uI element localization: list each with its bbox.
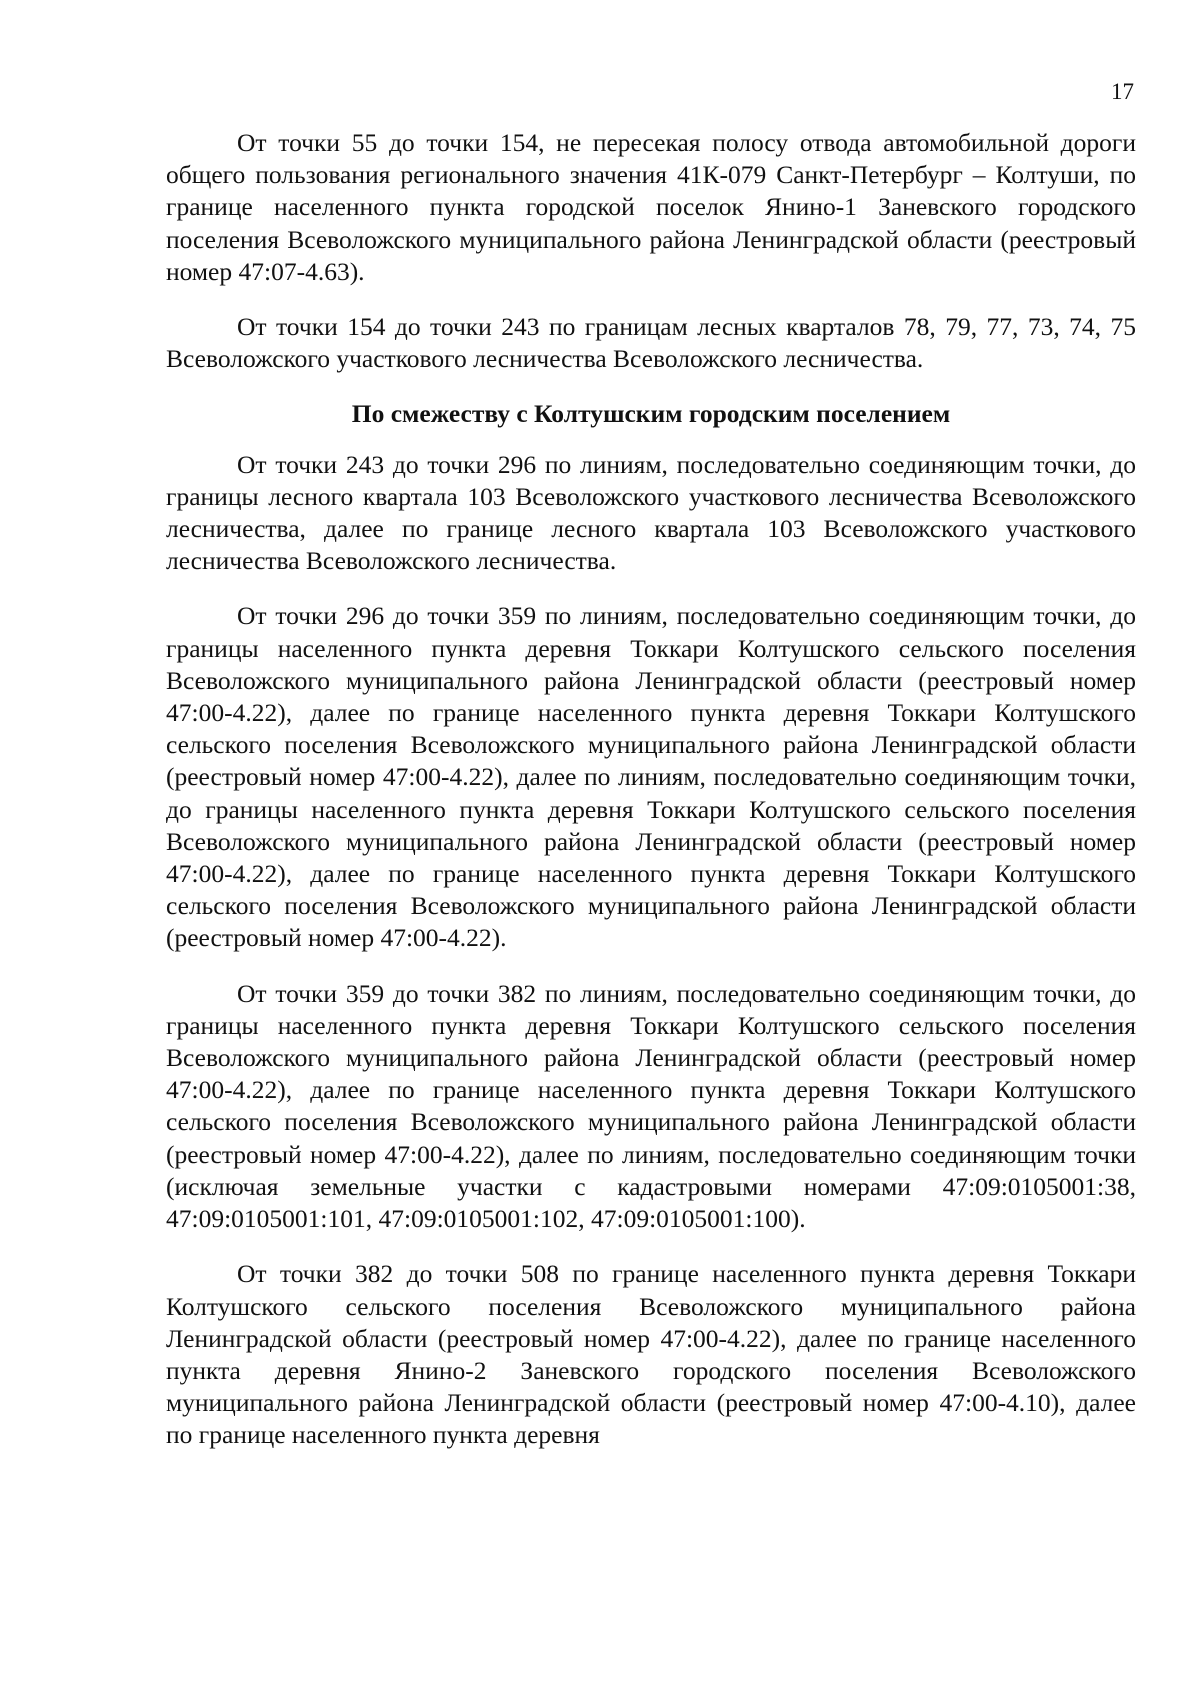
paragraph-point-296-359: От точки 296 до точки 359 по линиям, последовательно соединяющим точки, до границы населенного пункта деревня Токкари Колтушского сельского поселения Всеволожского муниципального района Ленинградской области (реестровый номер 47:00-4.22), далее по границе населенного пункта деревня Токкари Колтушского сельского поселения Всеволожского муниципального района Ленинградской области (реестровый номер 47:00-4.22), далее по линиям, последовательно соединяющим точки, до границы населенного пункта деревня Токкари Колтушского сельского поселения Всеволожского муниципального района Ленинградской области (реестровый номер 47:00-4.22), далее по границе населенного пункта деревня Токкари Колтушского сельского поселения Всеволожского муниципального района Ленинградской области (реестровый номер 47:00-4.22). <box>166 601 1136 953</box>
paragraph-point-55-154: От точки 55 до точки 154, не пересекая полосу отвода автомобильной дороги общего пользования регионального значения 41К-079 Санкт-Петербург – Колтуши, по границе населенного пункта городской поселок Янино-1 Заневского городского поселения Всеволожского муниципального района Ленинградской области (реестровый номер 47:07-4.63). <box>166 128 1136 286</box>
paragraph-point-154-243: От точки 154 до точки 243 по границам лесных кварталов 78, 79, 77, 73, 74, 75 Всеволожского участкового лесничества Всеволожского лесничества. <box>166 312 1136 374</box>
paragraph-point-382-508: От точки 382 до точки 508 по границе населенного пункта деревня Токкари Колтушского сельского поселения Всеволожского муниципального района Ленинградской области (реестровый номер 47:00-4.22), далее по границе населенного пункта деревня Янино-2 Заневского городского поселения Всеволожского муниципального района Ленинградской области (реестровый номер 47:00-4.10), далее по границе населенного пункта деревня <box>166 1259 1136 1450</box>
paragraph-point-243-296: От точки 243 до точки 296 по линиям, последовательно соединяющим точки, до границы лесного квартала 103 Всеволожского участкового лесничества Всеволожского лесничества, далее по границе лесного квартала 103 Всеволожского участкового лесничества Всеволожского лесничества. <box>166 449 1136 576</box>
document-body <box>166 127 1136 1452</box>
paragraph-point-359-382: От точки 359 до точки 382 по линиям, последовательно соединяющим точки, до границы населенного пункта деревня Токкари Колтушского сельского поселения Всеволожского муниципального района Ленинградской области (реестровый номер 47:00-4.22), далее по границе населенного пункта деревня Токкари Колтушского сельского поселения Всеволожского муниципального района Ленинградской области (реестровый номер 47:00-4.22), далее по линиям, последовательно соединяющим точки (исключая земельные участки с кадастровыми номерами 47:09:0105001:38, 47:09:0105001:101, 47:09:0105001:102, 47:09:0105001:100). <box>166 978 1136 1234</box>
section-heading: По смежеству с Колтушским городским поселением <box>351 399 951 429</box>
page-number: 17 <box>1111 79 1134 104</box>
